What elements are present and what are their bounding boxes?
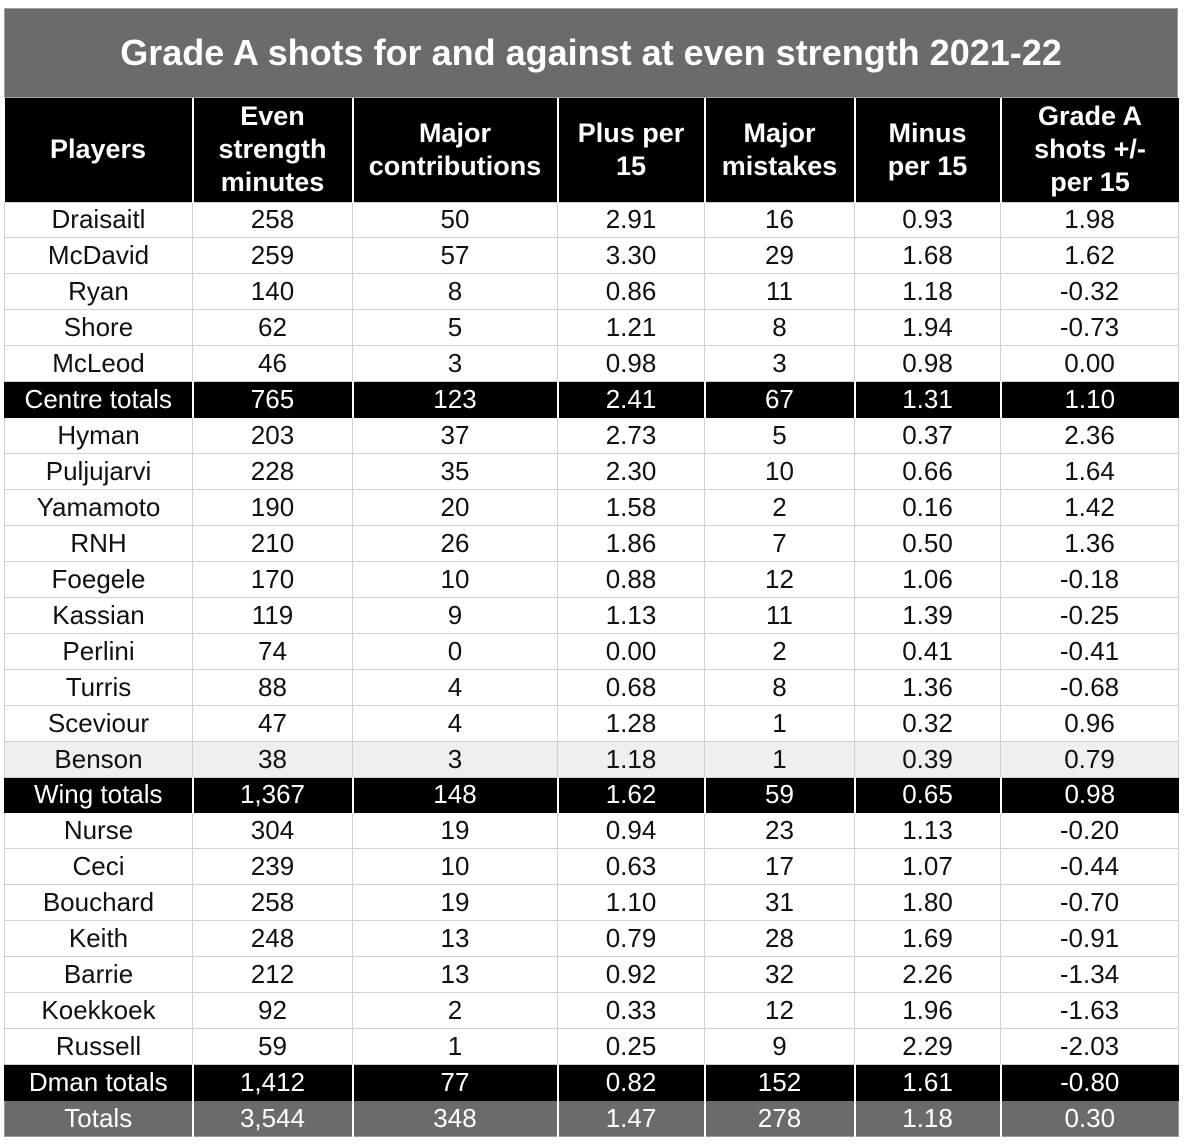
value-cell: 9 bbox=[705, 1029, 855, 1065]
value-cell: 1.64 bbox=[1001, 454, 1179, 490]
value-cell: 348 bbox=[353, 1100, 558, 1136]
value-cell: 8 bbox=[705, 310, 855, 346]
table-row bbox=[5, 1029, 1179, 1065]
row-label-cell: Kassian bbox=[5, 597, 193, 633]
table-row bbox=[5, 957, 1179, 993]
value-cell: 11 bbox=[705, 274, 855, 310]
value-cell: 0.96 bbox=[1001, 705, 1179, 741]
value-cell: 258 bbox=[193, 202, 353, 238]
column-header bbox=[558, 98, 705, 202]
value-cell: 1.62 bbox=[1001, 238, 1179, 274]
value-cell: 190 bbox=[193, 490, 353, 526]
value-cell: 23 bbox=[705, 813, 855, 849]
value-cell: 4 bbox=[353, 705, 558, 741]
value-cell: 210 bbox=[193, 525, 353, 561]
value-cell: 203 bbox=[193, 418, 353, 454]
column-header-line: shots +/- bbox=[1034, 134, 1146, 165]
value-cell: 2.73 bbox=[558, 418, 705, 454]
value-cell: 0.98 bbox=[558, 346, 705, 382]
column-header bbox=[705, 98, 855, 202]
value-cell: 19 bbox=[353, 813, 558, 849]
value-cell: 1.06 bbox=[855, 561, 1001, 597]
column-header-line: per 15 bbox=[887, 150, 968, 181]
value-cell: 239 bbox=[193, 849, 353, 885]
value-cell: 31 bbox=[705, 885, 855, 921]
table-row bbox=[5, 238, 1179, 274]
value-cell: -0.25 bbox=[1001, 597, 1179, 633]
value-cell: 2.30 bbox=[558, 454, 705, 490]
value-cell: 148 bbox=[353, 777, 558, 813]
value-cell: -1.34 bbox=[1001, 957, 1179, 993]
row-label-cell: Bouchard bbox=[5, 885, 193, 921]
value-cell: 0.79 bbox=[558, 921, 705, 957]
value-cell: 20 bbox=[353, 490, 558, 526]
value-cell: 248 bbox=[193, 921, 353, 957]
table-row bbox=[5, 346, 1179, 382]
value-cell: 1.18 bbox=[558, 741, 705, 777]
header-row bbox=[5, 98, 1179, 202]
column-header-line: Major bbox=[743, 117, 816, 148]
value-cell: 1.68 bbox=[855, 238, 1001, 274]
value-cell: 74 bbox=[193, 633, 353, 669]
value-cell: 0.00 bbox=[1001, 346, 1179, 382]
value-cell: 3 bbox=[353, 346, 558, 382]
row-label-cell: Hyman bbox=[5, 418, 193, 454]
value-cell: 0.98 bbox=[1001, 777, 1179, 813]
row-label-cell: Ryan bbox=[5, 274, 193, 310]
value-cell: 1,412 bbox=[193, 1065, 353, 1101]
value-cell: -0.80 bbox=[1001, 1065, 1179, 1101]
value-cell: 8 bbox=[353, 274, 558, 310]
value-cell: 259 bbox=[193, 238, 353, 274]
value-cell: 278 bbox=[705, 1100, 855, 1136]
value-cell: 50 bbox=[353, 202, 558, 238]
value-cell: 1.36 bbox=[1001, 525, 1179, 561]
column-header-line: 15 bbox=[615, 150, 647, 181]
value-cell: 0.00 bbox=[558, 633, 705, 669]
value-cell: 1.86 bbox=[558, 525, 705, 561]
value-cell: 13 bbox=[353, 921, 558, 957]
value-cell: 170 bbox=[193, 561, 353, 597]
value-cell: 0.63 bbox=[558, 849, 705, 885]
value-cell: 0.79 bbox=[1001, 741, 1179, 777]
table-row bbox=[5, 454, 1179, 490]
column-header bbox=[855, 98, 1001, 202]
table-row bbox=[5, 561, 1179, 597]
value-cell: -0.18 bbox=[1001, 561, 1179, 597]
table-figure bbox=[4, 8, 1178, 1137]
value-cell: 2 bbox=[705, 490, 855, 526]
table-row bbox=[5, 525, 1179, 561]
value-cell: -0.70 bbox=[1001, 885, 1179, 921]
value-cell: -0.73 bbox=[1001, 310, 1179, 346]
value-cell: 2.41 bbox=[558, 382, 705, 418]
value-cell: 92 bbox=[193, 993, 353, 1029]
value-cell: 10 bbox=[353, 849, 558, 885]
row-label-cell: Benson bbox=[5, 741, 193, 777]
value-cell: 1.07 bbox=[855, 849, 1001, 885]
table-row bbox=[5, 202, 1179, 238]
value-cell: 1.36 bbox=[855, 669, 1001, 705]
table-row bbox=[5, 993, 1179, 1029]
value-cell: 1 bbox=[705, 705, 855, 741]
row-label-cell: Puljujarvi bbox=[5, 454, 193, 490]
value-cell: 2.36 bbox=[1001, 418, 1179, 454]
value-cell: 1 bbox=[705, 741, 855, 777]
value-cell: 0.30 bbox=[1001, 1100, 1179, 1136]
table-row bbox=[5, 669, 1179, 705]
table-row bbox=[5, 921, 1179, 957]
column-header bbox=[5, 98, 193, 202]
row-label-cell: Foegele bbox=[5, 561, 193, 597]
value-cell: 3 bbox=[705, 346, 855, 382]
value-cell: 2.29 bbox=[855, 1029, 1001, 1065]
value-cell: 1.13 bbox=[558, 597, 705, 633]
row-label-cell: Barrie bbox=[5, 957, 193, 993]
row-label-cell: Keith bbox=[5, 921, 193, 957]
value-cell: 0.94 bbox=[558, 813, 705, 849]
value-cell: 0.16 bbox=[855, 490, 1001, 526]
row-label-cell: Yamamoto bbox=[5, 490, 193, 526]
value-cell: 0 bbox=[353, 633, 558, 669]
value-cell: 32 bbox=[705, 957, 855, 993]
value-cell: 1.10 bbox=[558, 885, 705, 921]
value-cell: 1.96 bbox=[855, 993, 1001, 1029]
value-cell: 37 bbox=[353, 418, 558, 454]
column-header-line: per 15 bbox=[1050, 167, 1130, 198]
value-cell: 1.69 bbox=[855, 921, 1001, 957]
column-header-line: minutes bbox=[220, 167, 325, 198]
value-cell: 1.61 bbox=[855, 1065, 1001, 1101]
value-cell: 2 bbox=[705, 633, 855, 669]
value-cell: 1.10 bbox=[1001, 382, 1179, 418]
row-label-cell: McDavid bbox=[5, 238, 193, 274]
value-cell: -0.91 bbox=[1001, 921, 1179, 957]
value-cell: 0.82 bbox=[558, 1065, 705, 1101]
column-header-line: Minus bbox=[888, 117, 967, 148]
value-cell: 3.30 bbox=[558, 238, 705, 274]
value-cell: 1.13 bbox=[855, 813, 1001, 849]
row-label-cell: Russell bbox=[5, 1029, 193, 1065]
column-header bbox=[1001, 98, 1179, 202]
value-cell: 228 bbox=[193, 454, 353, 490]
value-cell: 1.62 bbox=[558, 777, 705, 813]
value-cell: 11 bbox=[705, 597, 855, 633]
table-row bbox=[5, 597, 1179, 633]
value-cell: 5 bbox=[353, 310, 558, 346]
subtotal-row bbox=[5, 1065, 1179, 1101]
column-header-line: Major bbox=[418, 117, 491, 148]
value-cell: 1.28 bbox=[558, 705, 705, 741]
value-cell: 47 bbox=[193, 705, 353, 741]
value-cell: -0.32 bbox=[1001, 274, 1179, 310]
value-cell: 0.50 bbox=[855, 525, 1001, 561]
value-cell: -0.41 bbox=[1001, 633, 1179, 669]
value-cell: -0.20 bbox=[1001, 813, 1179, 849]
value-cell: 119 bbox=[193, 597, 353, 633]
value-cell: 59 bbox=[193, 1029, 353, 1065]
column-header-line: Plus per bbox=[577, 117, 685, 148]
value-cell: 16 bbox=[705, 202, 855, 238]
table-row bbox=[5, 849, 1179, 885]
value-cell: 0.33 bbox=[558, 993, 705, 1029]
value-cell: 3,544 bbox=[193, 1100, 353, 1136]
row-label-cell: McLeod bbox=[5, 346, 193, 382]
table-body bbox=[5, 202, 1179, 1136]
value-cell: 1.39 bbox=[855, 597, 1001, 633]
value-cell: 26 bbox=[353, 525, 558, 561]
column-header-line: Grade A bbox=[1037, 101, 1143, 132]
table-row bbox=[5, 741, 1179, 777]
subtotal-row bbox=[5, 777, 1179, 813]
row-label-cell: Sceviour bbox=[5, 705, 193, 741]
value-cell: 77 bbox=[353, 1065, 558, 1101]
row-label-cell: RNH bbox=[5, 525, 193, 561]
row-label-cell: Koekkoek bbox=[5, 993, 193, 1029]
row-label-cell: Ceci bbox=[5, 849, 193, 885]
value-cell: 59 bbox=[705, 777, 855, 813]
value-cell: 212 bbox=[193, 957, 353, 993]
row-label-cell: Draisaitl bbox=[5, 202, 193, 238]
value-cell: 5 bbox=[705, 418, 855, 454]
row-label-cell: Perlini bbox=[5, 633, 193, 669]
stats-table bbox=[4, 98, 1179, 1137]
value-cell: 0.25 bbox=[558, 1029, 705, 1065]
table-row bbox=[5, 633, 1179, 669]
column-header-line: Even bbox=[240, 101, 305, 132]
grand-total-row bbox=[5, 1100, 1179, 1136]
value-cell: 38 bbox=[193, 741, 353, 777]
table-row bbox=[5, 813, 1179, 849]
row-label-cell: Wing totals bbox=[5, 777, 193, 813]
value-cell: 304 bbox=[193, 813, 353, 849]
table-row bbox=[5, 310, 1179, 346]
value-cell: 0.88 bbox=[558, 561, 705, 597]
value-cell: -2.03 bbox=[1001, 1029, 1179, 1065]
value-cell: -0.68 bbox=[1001, 669, 1179, 705]
value-cell: 0.65 bbox=[855, 777, 1001, 813]
value-cell: 19 bbox=[353, 885, 558, 921]
row-label-cell: Totals bbox=[5, 1100, 193, 1136]
value-cell: 7 bbox=[705, 525, 855, 561]
value-cell: 0.86 bbox=[558, 274, 705, 310]
row-label-cell: Nurse bbox=[5, 813, 193, 849]
table-row bbox=[5, 274, 1179, 310]
value-cell: 0.66 bbox=[855, 454, 1001, 490]
value-cell: 0.93 bbox=[855, 202, 1001, 238]
column-header bbox=[353, 98, 558, 202]
value-cell: 0.37 bbox=[855, 418, 1001, 454]
value-cell: 28 bbox=[705, 921, 855, 957]
row-label-cell: Turris bbox=[5, 669, 193, 705]
value-cell: 123 bbox=[353, 382, 558, 418]
row-label-cell: Centre totals bbox=[5, 382, 193, 418]
value-cell: -0.44 bbox=[1001, 849, 1179, 885]
value-cell: 258 bbox=[193, 885, 353, 921]
column-header-line: strength bbox=[218, 134, 327, 165]
value-cell: 0.41 bbox=[855, 633, 1001, 669]
value-cell: 1.47 bbox=[558, 1100, 705, 1136]
row-label-cell: Dman totals bbox=[5, 1065, 193, 1101]
value-cell: 1.98 bbox=[1001, 202, 1179, 238]
table-row bbox=[5, 705, 1179, 741]
value-cell: 3 bbox=[353, 741, 558, 777]
value-cell: 1.18 bbox=[855, 274, 1001, 310]
value-cell: 35 bbox=[353, 454, 558, 490]
value-cell: 1,367 bbox=[193, 777, 353, 813]
column-header-line: mistakes bbox=[721, 150, 838, 181]
value-cell: 1.21 bbox=[558, 310, 705, 346]
column-header bbox=[193, 98, 353, 202]
value-cell: 1.42 bbox=[1001, 490, 1179, 526]
value-cell: 765 bbox=[193, 382, 353, 418]
value-cell: 0.32 bbox=[855, 705, 1001, 741]
value-cell: 10 bbox=[705, 454, 855, 490]
value-cell: 0.39 bbox=[855, 741, 1001, 777]
value-cell: 152 bbox=[705, 1065, 855, 1101]
value-cell: 2.91 bbox=[558, 202, 705, 238]
value-cell: 12 bbox=[705, 993, 855, 1029]
column-header-line: contributions bbox=[368, 150, 542, 181]
value-cell: 46 bbox=[193, 346, 353, 382]
value-cell: 88 bbox=[193, 669, 353, 705]
column-header-line: Players bbox=[49, 134, 147, 165]
value-cell: 57 bbox=[353, 238, 558, 274]
value-cell: 62 bbox=[193, 310, 353, 346]
table-row bbox=[5, 490, 1179, 526]
value-cell: 13 bbox=[353, 957, 558, 993]
value-cell: 8 bbox=[705, 669, 855, 705]
value-cell: 1 bbox=[353, 1029, 558, 1065]
value-cell: 2.26 bbox=[855, 957, 1001, 993]
value-cell: 1.18 bbox=[855, 1100, 1001, 1136]
value-cell: 1.58 bbox=[558, 490, 705, 526]
value-cell: -1.63 bbox=[1001, 993, 1179, 1029]
value-cell: 17 bbox=[705, 849, 855, 885]
value-cell: 67 bbox=[705, 382, 855, 418]
value-cell: 2 bbox=[353, 993, 558, 1029]
table-row bbox=[5, 885, 1179, 921]
value-cell: 4 bbox=[353, 669, 558, 705]
value-cell: 9 bbox=[353, 597, 558, 633]
row-label-cell: Shore bbox=[5, 310, 193, 346]
value-cell: 0.98 bbox=[855, 346, 1001, 382]
value-cell: 29 bbox=[705, 238, 855, 274]
value-cell: 1.80 bbox=[855, 885, 1001, 921]
value-cell: 12 bbox=[705, 561, 855, 597]
table-title: Grade A shots for and against at even strength 2021-22 bbox=[4, 8, 1178, 98]
table-row bbox=[5, 418, 1179, 454]
value-cell: 0.68 bbox=[558, 669, 705, 705]
value-cell: 10 bbox=[353, 561, 558, 597]
value-cell: 1.31 bbox=[855, 382, 1001, 418]
subtotal-row bbox=[5, 382, 1179, 418]
value-cell: 0.92 bbox=[558, 957, 705, 993]
value-cell: 140 bbox=[193, 274, 353, 310]
value-cell: 1.94 bbox=[855, 310, 1001, 346]
